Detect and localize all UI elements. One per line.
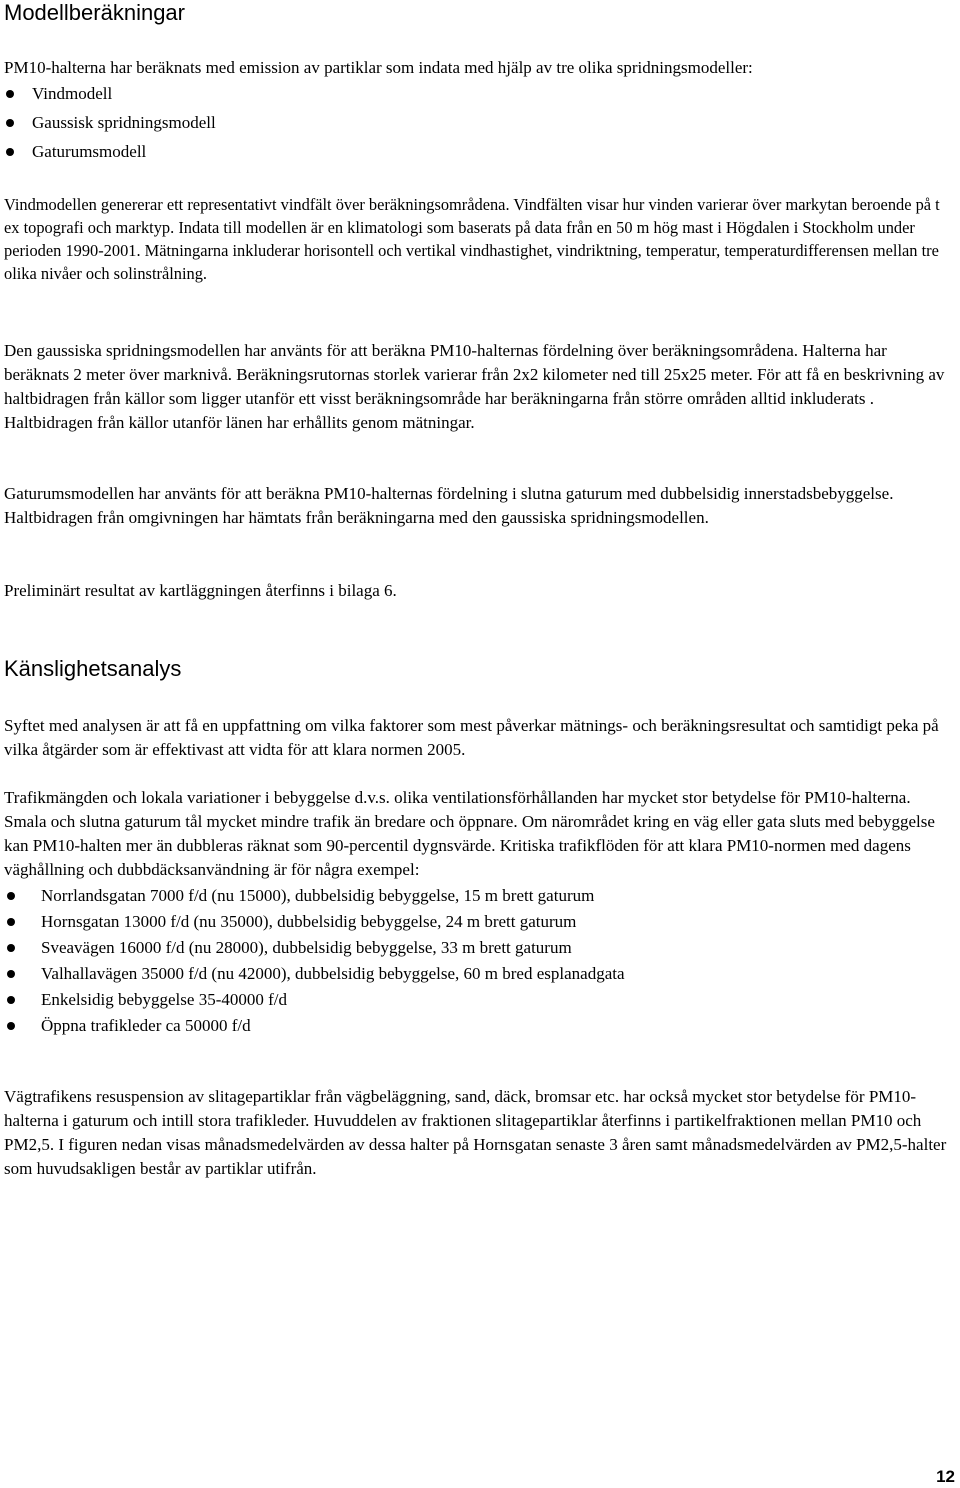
list-item: Hornsgatan 13000 f/d (nu 35000), dubbelsidig bebyggelse, 24 m brett gaturum: [4, 909, 952, 935]
wind-model-paragraph: Vindmodellen genererar ett representativt vindfält över beräkningsområdena. Vindfälten visar hur vinden varierar över markytan beroende på t ex topografi och marktyp. Indata till modellen är en klimatologi som baserats på data från en 50 m hög mast i Högdalen i Stockholm under perioden 1990-2001. Mätningarna inkluderar horisontell och vertikal vindhastighet, vindriktning, temperatur, temperaturdifferensen mellan tre olika nivåer och solinstrålning.: [4, 195, 940, 283]
resuspension-paragraph: Vägtrafikens resuspension av slitagepartiklar från vägbeläggning, sand, däck, bromsar etc. har också mycket stor betydelse för PM10-halterna i gaturum och intill stora trafikleder. Huvuddelen av fraktionen slitagepartiklar återfinns i partikelfraktionen mellan PM10 och PM2,5. I figuren nedan visas månadsmedelvärden av dessa halter på Hornsgatan senaste 3 åren samt månadsmedelvärden av PM2,5-halter som huvudsakligen består av partiklar utifrån.: [4, 1087, 947, 1178]
gauss-model-section: [4, 339, 952, 435]
list-item: Gaturumsmodell: [4, 137, 952, 166]
traffic-paragraph: Trafikmängden och lokala variationer i bebyggelse d.v.s. olika ventilationsförhållanden har mycket stor betydelse för PM10-halterna. Smala och slutna gaturum tål mycket mindre trafik än bredare och öppnare. Om närområdet kring en väg eller gata sluts med bebyggelse kan PM10-halten mer än dubbleras räknat som 90-percentil dygnsvärde. Kritiska trafikflöden för att klara PM10-normen med dagens väghållning och dubbdäcksanvändning är för några exempel:: [4, 788, 935, 879]
purpose-paragraph: Syftet med analysen är att få en uppfattning om vilka faktorer som mest påverkar mätnings- och beräkningsresultat och samtidigt peka på vilka åtgärder som är effektivast att vidta för att klara normen 2005.: [4, 716, 939, 759]
list-item: Öppna trafikleder ca 50000 f/d: [4, 1013, 952, 1039]
list-item: Valhallavägen 35000 f/d (nu 42000), dubbelsidig bebyggelse, 60 m bred esplanadgata: [4, 961, 952, 987]
model-list: [4, 79, 952, 166]
intro-paragraph: PM10-halterna har beräknats med emission av partiklar som indata med hjälp av tre olika spridningsmodeller:: [4, 58, 753, 77]
preliminary-paragraph: Preliminärt resultat av kartläggningen återfinns i bilaga 6.: [4, 581, 397, 600]
resuspension-section: [4, 1085, 952, 1181]
street-model-section: [4, 482, 952, 530]
list-item: Norrlandsgatan 7000 f/d (nu 15000), dubbelsidig bebyggelse, 15 m brett gaturum: [4, 883, 952, 909]
traffic-section: [4, 786, 952, 1039]
purpose-section: [4, 714, 952, 762]
street-model-paragraph: Gaturumsmodellen har använts för att beräkna PM10-halternas fördelning i slutna gaturum med dubbelsidig innerstadsbebyggelse. Haltbidragen från omgivningen har hämtats från beräkningarna med den gaussiska spridningsmodellen.: [4, 484, 894, 527]
heading-kanslighetsanalys: Känslighetsanalys: [4, 656, 182, 681]
list-item: Vindmodell: [4, 79, 952, 108]
wind-model-section: [4, 193, 952, 285]
list-item: Enkelsidig bebyggelse 35-40000 f/d: [4, 987, 952, 1013]
intro-section: [4, 56, 952, 166]
gauss-model-paragraph: Den gaussiska spridningsmodellen har använts för att beräkna PM10-halternas fördelning över beräkningsområdena. Halterna har beräknats 2 meter över marknivå. Beräkningsrutornas storlek varierar från 2x2 kilometer ned till 25x25 meter. För att få en beskrivning av haltbidragen från källor som ligger utanför ett visst beräkningsområde har beräkningarna från större områden alltid inkluderats . Haltbidragen från källor utanför länen har erhållits genom mätningar.: [4, 341, 945, 432]
heading-modellberakningar: Modellberäkningar: [4, 0, 185, 25]
page-number: 12: [936, 1467, 955, 1486]
list-item: Sveavägen 16000 f/d (nu 28000), dubbelsidig bebyggelse, 33 m brett gaturum: [4, 935, 952, 961]
preliminary-section: [4, 579, 952, 603]
traffic-examples-list: [4, 883, 952, 1039]
list-item: Gaussisk spridningsmodell: [4, 108, 952, 137]
